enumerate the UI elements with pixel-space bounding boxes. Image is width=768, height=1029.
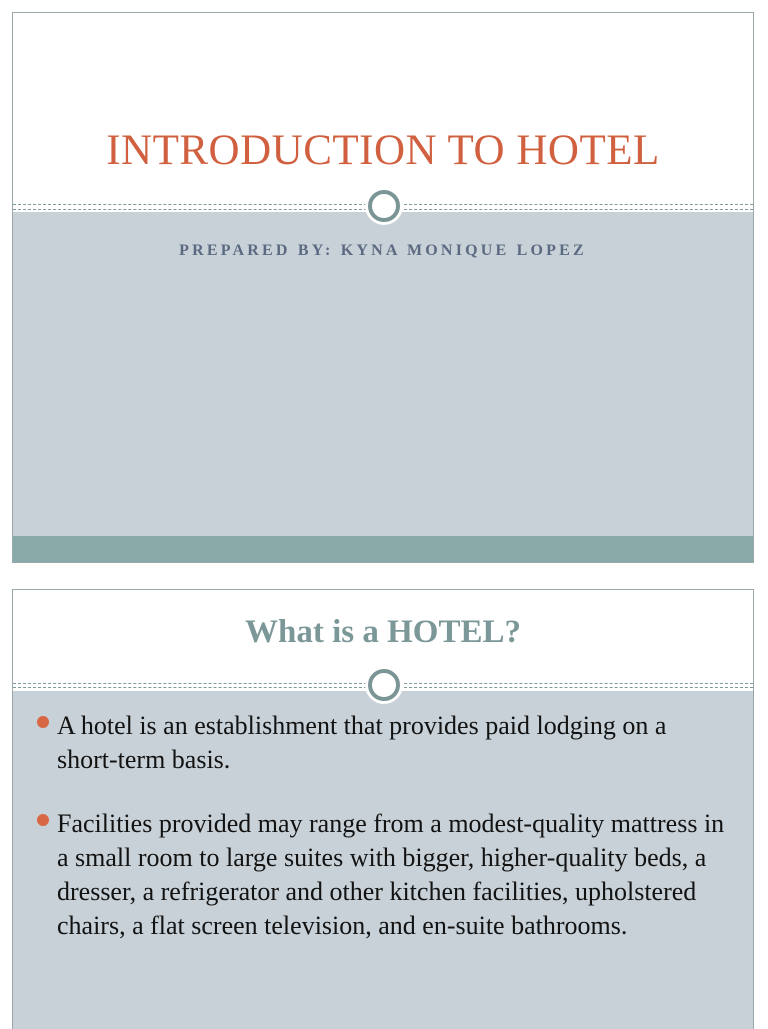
ring-ornament-icon	[368, 190, 400, 222]
slide-heading: What is a HOTEL?	[245, 614, 521, 650]
slide-title	[12, 12, 754, 563]
slide-subtitle: PREPARED BY: KYNA MONIQUE LOPEZ	[179, 242, 587, 259]
bullet-icon	[37, 814, 49, 826]
bullet-list	[37, 709, 733, 973]
slide-body-area	[13, 212, 753, 562]
list-item	[37, 709, 733, 777]
slide-what-is-hotel	[12, 589, 754, 1029]
list-item	[37, 807, 733, 943]
bullet-icon	[37, 716, 49, 728]
slide-header-area	[13, 13, 753, 206]
ring-ornament-icon	[368, 669, 400, 701]
bullet-text: Facilities provided may range from a modest-quality mattress in a small room to large suites with bigger, higher-quality beds, a dresser, a refrigerator and other kitchen facilities, upholstered chairs, a flat screen television, and en-suite bathrooms.	[57, 809, 725, 940]
footer-bar	[13, 536, 753, 562]
bullet-text: A hotel is an establishment that provides paid lodging on a short-term basis.	[57, 711, 667, 774]
slide-title-text: INTRODUCTION TO HOTEL	[106, 127, 660, 174]
